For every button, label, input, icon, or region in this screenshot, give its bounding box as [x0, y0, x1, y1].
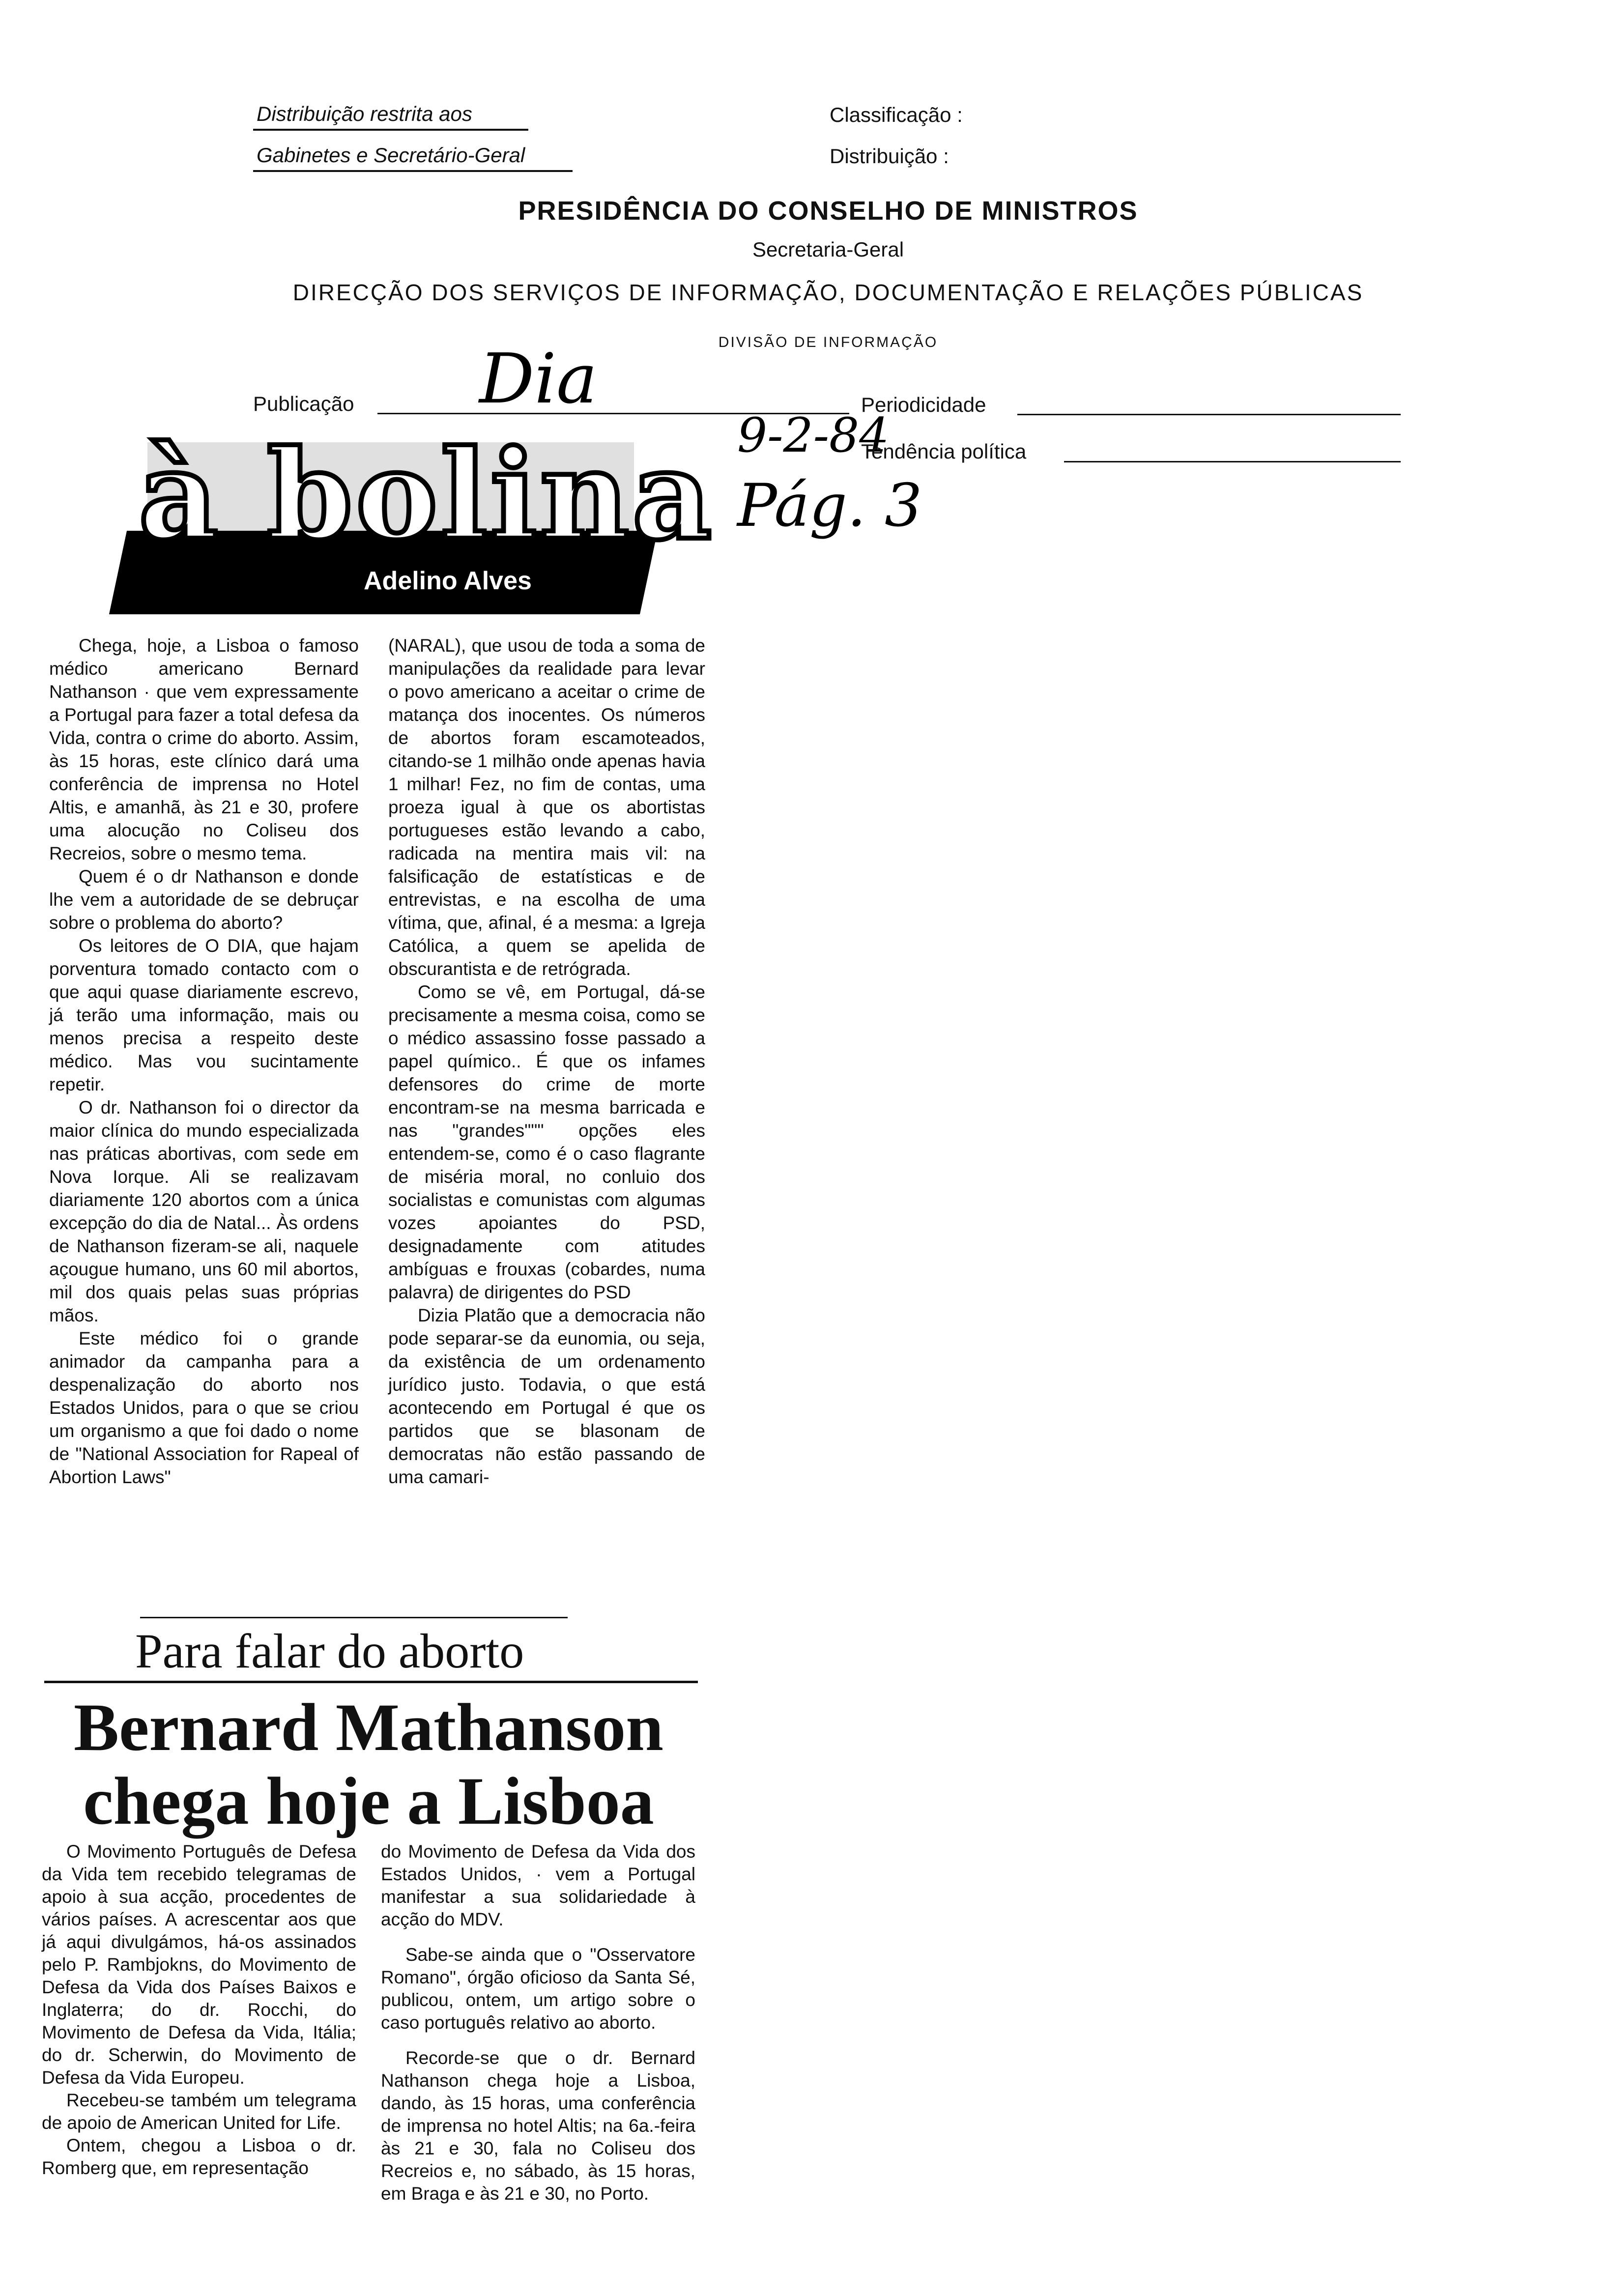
paragraph: Sabe-se ainda que o "Osservatore Romano", órgão oficioso da Santa Sé, publicou, ontem, um artigo sobre o caso português relativo ao aborto. — [381, 1945, 695, 2033]
paragraph: O dr. Nathanson foi o director da maior clínica do mundo especializada nas práticas abortivas, com sede em Nova Iorque. Ali se realizavam diariamente 120 abortos com a única excepção do dia de Natal... Às ordens de Nathanson fizeram-se ali, naquele açougue humano, uns 60 mil abortos, mil dos quais pelas suas próprias mãos. — [49, 1097, 359, 1325]
paragraph: Os leitores de O DIA, que hajam porventura tomado contacto com o que aqui quase diariamente escrevo, já terão uma informação, mais ou menos precisa a respeito deste médico. Mas vou sucintamente repetir. — [49, 936, 359, 1094]
org-subtitle: Secretaria-Geral — [752, 238, 904, 261]
division: DIVISÃO DE INFORMAÇÃO — [718, 334, 938, 350]
rule — [253, 129, 528, 131]
column-author: Adelino Alves — [364, 567, 532, 595]
paragraph: Este médico foi o grande animador da campanha para a despenalização do aborto nos Estados Unidos, para o que se criou um organismo a que foi dado o nome de "National Association for Rapeal of Abortion Laws" — [49, 1328, 359, 1487]
political-tendency-line — [1064, 461, 1401, 462]
rule — [44, 1681, 698, 1683]
rule — [140, 1617, 568, 1618]
article-left-text — [42, 1840, 356, 2180]
periodicity-line — [1017, 414, 1401, 415]
paragraph: Ontem, chegou a Lisboa o dr. Romberg que, em representação — [42, 2135, 356, 2178]
column-right-text — [388, 634, 705, 1489]
paragraph: Como se vê, em Portugal, dá-se precisamente a mesma coisa, como se o médico assassino fosse passado a papel químico.. É que os infames defensores do crime de morte encontram-se na mesma barricada e nas "grandes""" opções eles entendem-se, como é o caso flagrante de miséria moral, no conluio dos socialistas e comunistas com algumas vozes apoiantes do PSD, designadamente com atitudes ambíguas e frouxas (cobardes, numa palavra) de dirigentes do PSD — [388, 982, 705, 1302]
page-handwritten: Pág. 3 — [737, 472, 922, 540]
org-title: PRESIDÊNCIA DO CONSELHO DE MINISTROS — [518, 196, 1138, 226]
directorate: DIRECÇÃO DOS SERVIÇOS DE INFORMAÇÃO, DOCUMENTAÇÃO E RELAÇÕES PÚBLICAS — [292, 280, 1364, 305]
column-title: à bolina — [139, 423, 715, 567]
paragraph: (NARAL), que usou de toda a soma de manipulações da realidade para levar o povo americano a aceitar o crime de matança dos inocentes. Os números de abortos foram escamoteados, citando-se 1 milhão onde apenas havia 1 milhar! Fez, no fim de contas, uma proeza igual à que os abortistas portugueses estão levando a cabo, radicada na mentira mais vil: na falsificação de estatísticas e de entrevistas, e na escolha de uma vítima, que, afinal, é a mesma: a Igreja Católica, a quem se apelida de obscurantista e de retrógrada. — [388, 635, 705, 979]
paragraph: Quem é o dr Nathanson e donde lhe vem a autoridade de se debruçar sobre o problema do aborto? — [49, 866, 359, 933]
article-kicker: Para falar do aborto — [135, 1624, 524, 1678]
column-left-text — [49, 634, 359, 1489]
rule — [253, 170, 573, 172]
periodicity-label: Periodicidade — [861, 393, 986, 416]
article-right-text — [381, 1840, 695, 2218]
paragraph: Dizia Platão que a democracia não pode separar-se da eunomia, ou seja, da existência de um ordenamento jurídico justo. Todavia, o que está acontecendo em Portugal é que os partidos que se blasonam de democratas não estão passando de uma camari- — [388, 1305, 705, 1487]
paragraph: Chega, hoje, a Lisboa o famoso médico americano Bernard Nathanson · que vem expressamente a Portugal para fazer a total defesa da Vida, contra o crime do aborto. Assim, às 15 horas, este clínico dará uma conferência de imprensa no Hotel Altis, e amanhã, às 21 e 30, profere uma alocução no Coliseu dos Recreios, sobre o mesmo tema. — [49, 635, 359, 863]
date-handwritten: 9-2-84 — [737, 408, 890, 463]
article-headline-line1: Bernard Mathanson — [74, 1690, 663, 1765]
article-headline-line2: chega hoje a Lisboa — [83, 1763, 654, 1838]
classification-label: Classificação : — [830, 103, 963, 126]
paragraph: Recorde-se que o dr. Bernard Nathanson chega hoje a Lisboa, dando, às 15 horas, uma conferência de imprensa no hotel Altis; na 6a.-feira às 21 e 30, fala no Coliseu dos Recreios e, no sábado, às 15 horas, em Braga e às 21 e 30, no Porto. — [381, 2048, 695, 2204]
political-tendency-label: Tendência política — [861, 440, 1027, 463]
publication-label: Publicação — [253, 392, 354, 415]
distribution-note-line1: Distribuição restrita aos — [257, 102, 472, 125]
paragraph: do Movimento de Defesa da Vida dos Estados Unidos, · vem a Portugal manifestar a sua solidariedade à acção do MDV. — [381, 1841, 695, 1929]
paragraph: Recebeu-se também um telegrama de apoio de American United for Life. — [42, 2090, 356, 2133]
distribution-label: Distribuição : — [830, 144, 949, 168]
distribution-note-line2: Gabinetes e Secretário-Geral — [257, 144, 525, 167]
paragraph: O Movimento Português de Defesa da Vida tem recebido telegramas de apoio à sua acção, procedentes de vários países. A acrescentar aos que já aqui divulgámos, há-os assinados pelo P. Rambjokns, do Movimento de Defesa da Vida dos Países Baixos e Inglaterra; do dr. Rocchi, do Movimento de Defesa da Vida, Itália; do dr. Scherwin, do Movimento de Defesa da Vida Europeu. — [42, 1841, 356, 2088]
publication-handwritten: Dia — [479, 339, 598, 419]
